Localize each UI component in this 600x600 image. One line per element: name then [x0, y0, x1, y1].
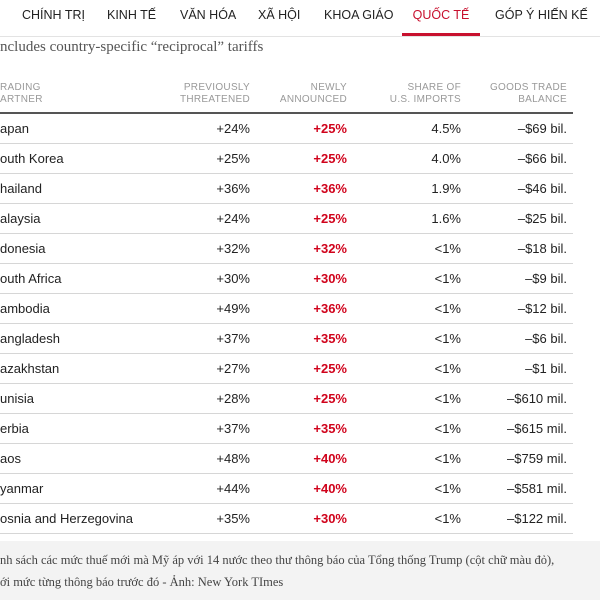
import-share-cell: <1%: [434, 391, 461, 406]
partner-cell: angladesh: [0, 331, 60, 346]
table-row: [0, 414, 573, 444]
nav-item-khoa-giao[interactable]: KHOA GIÁO: [324, 8, 394, 22]
table-subtitle: ncludes country-specific “reciprocal” tariffs: [0, 39, 264, 55]
previous-tariff-cell: +49%: [216, 301, 250, 316]
partner-cell: osnia and Herzegovina: [0, 511, 133, 526]
table-row: [0, 174, 573, 204]
table-row: [0, 144, 573, 174]
trade-balance-cell: –$69 bil.: [517, 121, 567, 136]
partner-cell: yanmar: [0, 481, 44, 496]
table-row: [0, 324, 573, 354]
trade-balance-cell: –$6 bil.: [525, 331, 567, 346]
table-row: [0, 264, 573, 294]
new-tariff-cell: +36%: [313, 181, 347, 196]
previous-tariff-cell: +25%: [216, 151, 250, 166]
trade-balance-cell: –$610 mil.: [507, 391, 567, 406]
import-share-cell: 4.5%: [431, 121, 461, 136]
trade-balance-cell: –$46 bil.: [517, 181, 567, 196]
table-row: [0, 294, 573, 324]
previous-tariff-cell: +24%: [216, 211, 250, 226]
import-share-cell: <1%: [434, 361, 461, 376]
trade-balance-cell: –$122 mil.: [507, 511, 567, 526]
table-header: [0, 78, 573, 114]
header-share-of-us-imports: SHARE OF U.S. IMPORTS: [389, 82, 461, 105]
new-tariff-cell: +40%: [313, 481, 347, 496]
image-caption: [0, 549, 590, 593]
new-tariff-cell: +25%: [313, 151, 347, 166]
previous-tariff-cell: +48%: [216, 451, 250, 466]
previous-tariff-cell: +35%: [216, 511, 250, 526]
new-tariff-cell: +25%: [313, 361, 347, 376]
import-share-cell: <1%: [434, 331, 461, 346]
trade-balance-cell: –$66 bil.: [517, 151, 567, 166]
trade-balance-cell: –$9 bil.: [525, 271, 567, 286]
import-share-cell: <1%: [434, 511, 461, 526]
trade-balance-cell: –$12 bil.: [517, 301, 567, 316]
previous-tariff-cell: +44%: [216, 481, 250, 496]
nav-item-xa-hoi[interactable]: XÃ HỘI: [258, 8, 301, 22]
trade-balance-cell: –$615 mil.: [507, 421, 567, 436]
trade-balance-cell: –$1 bil.: [525, 361, 567, 376]
partner-cell: ambodia: [0, 301, 50, 316]
caption-line-2: ới mức từng thông báo trước đó - Ảnh: New York TImes: [0, 575, 284, 589]
previous-tariff-cell: +36%: [216, 181, 250, 196]
partner-cell: outh Africa: [0, 271, 62, 286]
partner-cell: apan: [0, 121, 29, 136]
new-tariff-cell: +30%: [313, 511, 347, 526]
table-row: [0, 504, 573, 534]
table-row: [0, 114, 573, 144]
new-tariff-cell: +40%: [313, 451, 347, 466]
header-goods-trade-balance: GOODS TRADE BALANCE: [489, 82, 567, 105]
tariff-table: [0, 78, 573, 534]
table-row: [0, 234, 573, 264]
new-tariff-cell: +35%: [313, 421, 347, 436]
nav-item-gop-y-hien-ke[interactable]: GÓP Ý HIẾN KẾ: [495, 8, 588, 22]
import-share-cell: <1%: [434, 481, 461, 496]
partner-cell: unisia: [0, 391, 34, 406]
new-tariff-cell: +25%: [313, 121, 347, 136]
partner-cell: erbia: [0, 421, 29, 436]
import-share-cell: <1%: [434, 421, 461, 436]
new-tariff-cell: +36%: [313, 301, 347, 316]
nav-item-van-hoa[interactable]: VĂN HÓA: [180, 8, 237, 22]
import-share-cell: <1%: [434, 451, 461, 466]
import-share-cell: <1%: [434, 301, 461, 316]
partner-cell: alaysia: [0, 211, 41, 226]
table-row: [0, 474, 573, 504]
previous-tariff-cell: +27%: [216, 361, 250, 376]
partner-cell: aos: [0, 451, 21, 466]
header-trading-partner: RADING ARTNER: [0, 82, 43, 105]
partner-cell: donesia: [0, 241, 46, 256]
import-share-cell: 1.9%: [431, 181, 461, 196]
new-tariff-cell: +25%: [313, 211, 347, 226]
import-share-cell: <1%: [434, 241, 461, 256]
table-row: [0, 354, 573, 384]
previous-tariff-cell: +30%: [216, 271, 250, 286]
trade-balance-cell: –$759 mil.: [507, 451, 567, 466]
table-row: [0, 384, 573, 414]
import-share-cell: 1.6%: [431, 211, 461, 226]
import-share-cell: 4.0%: [431, 151, 461, 166]
table-row: [0, 204, 573, 234]
new-tariff-cell: +35%: [313, 331, 347, 346]
import-share-cell: <1%: [434, 271, 461, 286]
header-newly-announced: NEWLY ANNOUNCED: [279, 82, 347, 105]
previous-tariff-cell: +24%: [216, 121, 250, 136]
nav-item-quoc-te[interactable]: QUỐC TẾ: [402, 0, 480, 36]
nav-item-kinh-te[interactable]: KINH TẾ: [107, 8, 157, 22]
previous-tariff-cell: +28%: [216, 391, 250, 406]
previous-tariff-cell: +32%: [216, 241, 250, 256]
trade-balance-cell: –$18 bil.: [517, 241, 567, 256]
partner-cell: outh Korea: [0, 151, 64, 166]
previous-tariff-cell: +37%: [216, 331, 250, 346]
caption-line-1: nh sách các mức thuế mới mà Mỹ áp với 14 nước theo thư thông báo của Tổng thống Trump (cột chữ màu đỏ),: [0, 553, 555, 567]
partner-cell: azakhstan: [0, 361, 60, 376]
nav-item-chinh-tri[interactable]: CHÍNH TRỊ: [22, 8, 85, 22]
table-row: [0, 444, 573, 474]
header-previously-threatened: PREVIOUSLY THREATENED: [179, 82, 250, 105]
new-tariff-cell: +32%: [313, 241, 347, 256]
partner-cell: hailand: [0, 181, 42, 196]
top-nav: [0, 0, 600, 37]
trade-balance-cell: –$25 bil.: [517, 211, 567, 226]
new-tariff-cell: +30%: [313, 271, 347, 286]
trade-balance-cell: –$581 mil.: [507, 481, 567, 496]
image-caption-box: [0, 541, 600, 600]
previous-tariff-cell: +37%: [216, 421, 250, 436]
new-tariff-cell: +25%: [313, 391, 347, 406]
